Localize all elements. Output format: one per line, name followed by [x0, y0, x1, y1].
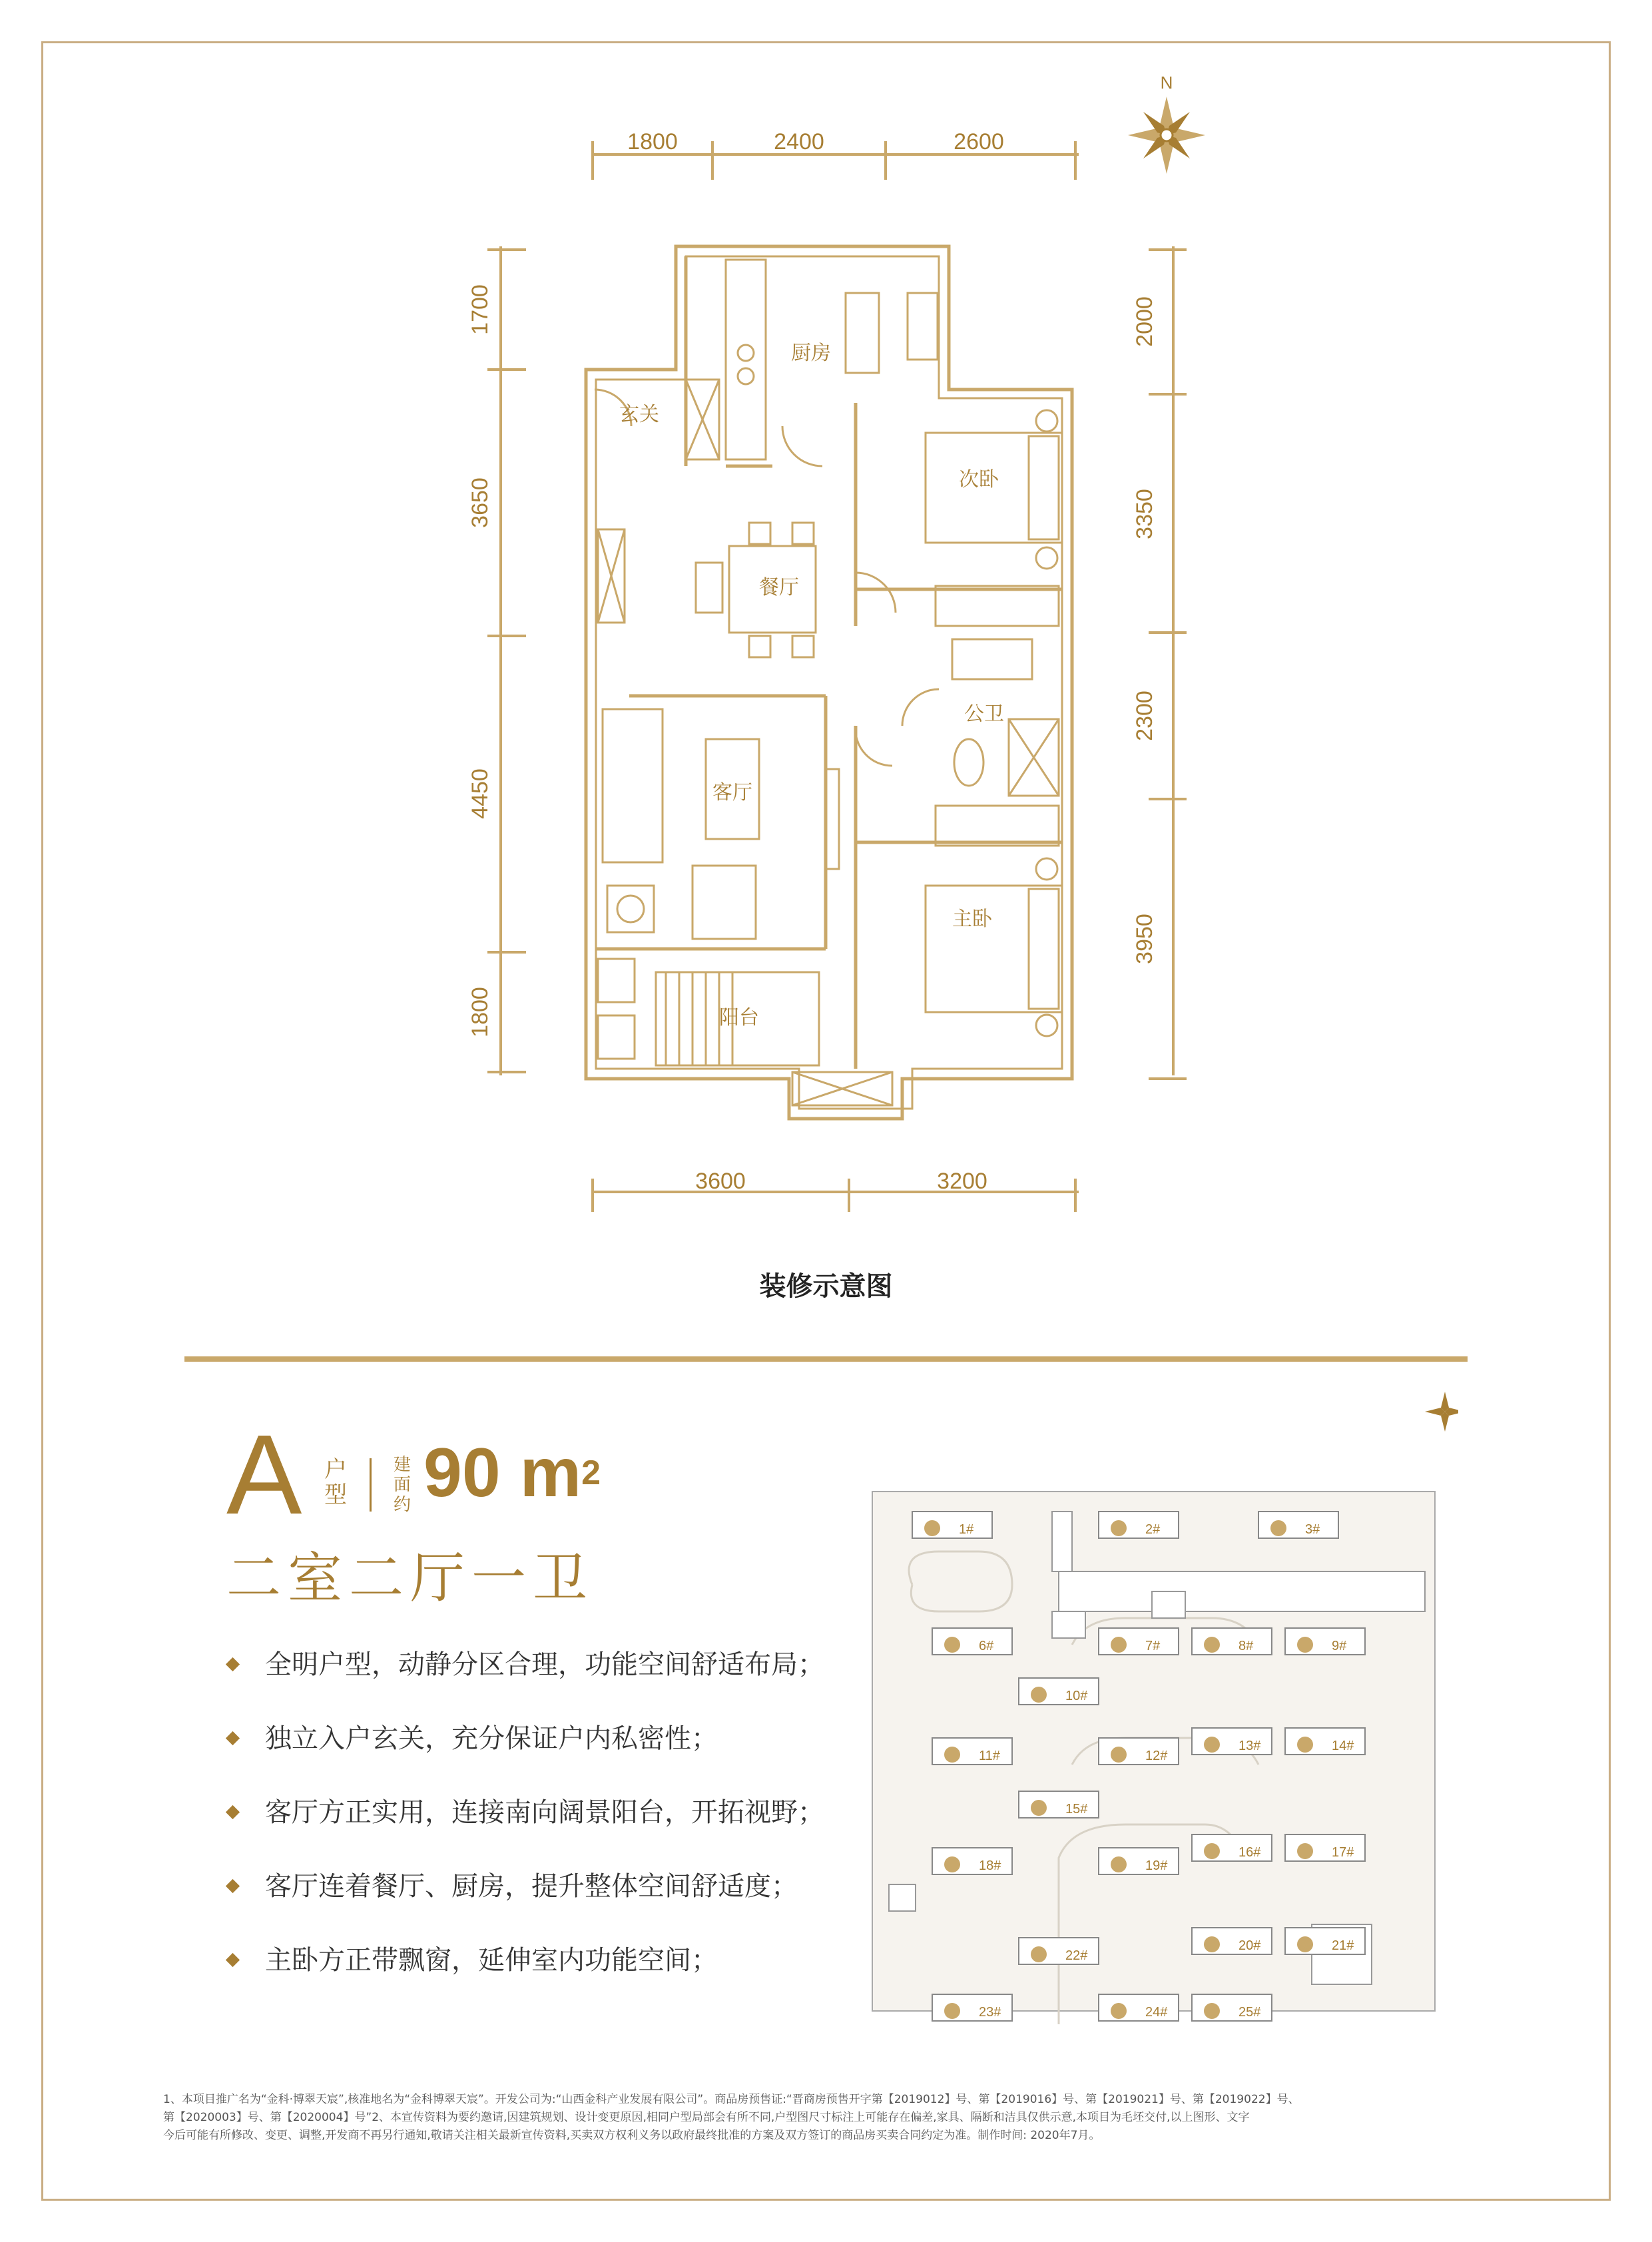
site-building-marker	[1031, 1946, 1047, 1962]
feature-item: 独立入户玄关，充分保证户内私密性；	[226, 1719, 824, 1793]
dim-right-3: 2300	[1132, 691, 1157, 741]
site-building-label: 9#	[1332, 1639, 1347, 1653]
diamond-bullet-icon	[226, 1657, 240, 1671]
site-building-marker	[1297, 1843, 1313, 1859]
site-building-marker	[944, 2003, 960, 2019]
site-compass-icon	[1425, 1392, 1458, 1432]
site-building	[932, 1628, 1012, 1655]
diamond-bullet-icon	[226, 1879, 240, 1893]
site-building-label: 21#	[1332, 1938, 1354, 1953]
site-building	[1258, 1512, 1338, 1538]
room-bathroom: 公卫	[964, 702, 1004, 726]
room-entrance: 玄关	[619, 403, 659, 426]
feature-list	[226, 1645, 824, 2014]
compass-rose-icon	[1128, 73, 1205, 174]
plan-caption: 装修示意图	[759, 1271, 893, 1302]
site-building-marker	[1297, 1637, 1313, 1653]
site-building	[912, 1512, 992, 1538]
site-building-label: 3#	[1305, 1522, 1320, 1537]
site-building-marker	[1204, 1637, 1220, 1653]
site-building	[1285, 1628, 1365, 1655]
site-building-marker	[1297, 1936, 1313, 1952]
armchair	[692, 866, 756, 939]
room-second-bedroom: 次卧	[959, 468, 999, 491]
site-building-label: 10#	[1065, 1689, 1088, 1703]
dim-right-4: 3950	[1132, 914, 1157, 964]
sofa	[603, 709, 663, 862]
feature-item: 主卧方正带飘窗，延伸室内功能空间；	[226, 1940, 824, 2014]
site-building-label: 19#	[1145, 1858, 1168, 1873]
dim-top-2: 2400	[774, 129, 824, 154]
site-building-marker	[1204, 1936, 1220, 1952]
dim-top-1: 1800	[627, 129, 678, 154]
room-living: 客厅	[712, 781, 752, 804]
room-dining: 餐厅	[759, 576, 799, 599]
site-building-label: 25#	[1239, 2005, 1261, 2020]
site-building-marker	[1111, 1747, 1127, 1763]
dim-left-1: 1700	[467, 284, 493, 335]
room-kitchen: 厨房	[791, 342, 831, 365]
dim-left-2: 3650	[467, 477, 493, 528]
site-building-label: 6#	[979, 1639, 994, 1653]
commercial-strip	[1059, 1571, 1425, 1611]
site-building-label: 20#	[1239, 1938, 1261, 1953]
site-building-label: 2#	[1145, 1522, 1161, 1537]
dim-bottom-2: 3200	[937, 1169, 987, 1194]
kitchen-counter-left	[726, 260, 766, 459]
site-building-marker	[944, 1747, 960, 1763]
site-building-label: 1#	[959, 1522, 974, 1537]
site-plan	[859, 1392, 1458, 2024]
site-building-marker	[924, 1520, 940, 1536]
room-balcony: 阳台	[719, 1006, 759, 1029]
wardrobe-1	[936, 586, 1059, 626]
site-building-label: 17#	[1332, 1845, 1354, 1860]
wardrobe-2	[936, 806, 1059, 846]
compass-letter: N	[1160, 73, 1173, 93]
site-building-label: 18#	[979, 1858, 1001, 1873]
site-building-label: 16#	[1239, 1845, 1261, 1860]
site-building-marker	[944, 1637, 960, 1653]
feature-item: 客厅方正实用，连接南向阔景阳台，开拓视野；	[226, 1793, 824, 1866]
outer-wall	[586, 246, 1072, 1119]
diamond-bullet-icon	[226, 1731, 240, 1745]
site-building-marker	[1111, 2003, 1127, 2019]
fridge	[908, 293, 938, 360]
room-master-bedroom: 主卧	[952, 908, 992, 931]
site-building-label: 23#	[979, 2005, 1001, 2020]
site-building-label: 7#	[1145, 1639, 1161, 1653]
unit-separator	[370, 1458, 372, 1512]
site-building	[1099, 1628, 1179, 1655]
unit-layout: 二室二厅一卫	[226, 1547, 595, 1610]
feature-item: 客厅连着餐厅、厨房，提升整体空间舒适度；	[226, 1866, 824, 1940]
site-building-label: 13#	[1239, 1739, 1261, 1753]
site-building-label: 11#	[979, 1749, 1000, 1763]
kitchen-sink	[846, 293, 879, 373]
site-building-marker	[1270, 1520, 1286, 1536]
site-building-marker	[1204, 2003, 1220, 2019]
site-building-label: 14#	[1332, 1739, 1354, 1753]
site-building-label: 8#	[1239, 1639, 1254, 1653]
unit-type-label: 户 型	[324, 1456, 347, 1508]
dim-right-2: 3350	[1132, 489, 1157, 539]
site-building-marker	[944, 1856, 960, 1872]
site-building	[932, 1738, 1012, 1765]
section-divider	[184, 1356, 1468, 1362]
area-label: 建 面 约	[393, 1455, 411, 1515]
dim-bottom-1: 3600	[695, 1169, 746, 1194]
dim-left-3: 4450	[467, 768, 493, 819]
dim-right-1: 2000	[1132, 296, 1157, 347]
site-building-marker	[1297, 1737, 1313, 1753]
site-building-marker	[1111, 1520, 1127, 1536]
site-building-marker	[1204, 1737, 1220, 1753]
washbasin	[952, 639, 1032, 679]
site-building-marker	[1031, 1687, 1047, 1703]
diamond-bullet-icon	[226, 1953, 240, 1967]
site-building-label: 24#	[1145, 2005, 1168, 2020]
site-building-marker	[1111, 1637, 1127, 1653]
site-building-marker	[1111, 1856, 1127, 1872]
dim-top-3: 2600	[954, 129, 1004, 154]
site-building-label: 15#	[1065, 1802, 1088, 1817]
toilet	[954, 739, 983, 786]
unit-area: 90 $m^2$	[423, 1434, 601, 1512]
tv-cabinet	[826, 769, 839, 869]
site-building	[1099, 1512, 1179, 1538]
feature-item: 全明户型，动静分区合理，功能空间舒适布局；	[226, 1645, 824, 1719]
dim-left-4: 1800	[467, 987, 493, 1037]
master-bed	[926, 886, 1062, 1012]
site-building-label: 22#	[1065, 1948, 1088, 1963]
site-building-label: 12#	[1145, 1749, 1168, 1763]
site-building-marker	[1204, 1843, 1220, 1859]
unit-letter: A	[226, 1412, 302, 1538]
diamond-bullet-icon	[226, 1805, 240, 1819]
footnote: 1、本项目推广名为“金科·博翠天宸”,核准地名为“金科博翠天宸”。开发公司为:“山西金科产业发展有限公司”。商品房预售证:“晋商房预售开字第【2019012】号、第【2019016】号、第【2019021】号、第【2019022】号、 第【2020003】号、第【2020004】号”2、本宣传资料为要约邀请,因建筑规划、设计变更原因,相同户型局部会有所不同,户型图尺寸标注上可能存在偏差,家具、隔断和洁具仅供示意,本项目为毛坯交付,以上图形、文字 今后可能有所修改、变更、调整,开发商不再另行通知,敬请关注相关最新宣传资料,买卖双方权利义务以政府最终批准的方案及双方签订的商品房买卖合同约定为准。制作时间: 2020年7月。	[163, 2093, 1300, 2142]
site-building	[1192, 1628, 1272, 1655]
site-building-marker	[1031, 1800, 1047, 1816]
